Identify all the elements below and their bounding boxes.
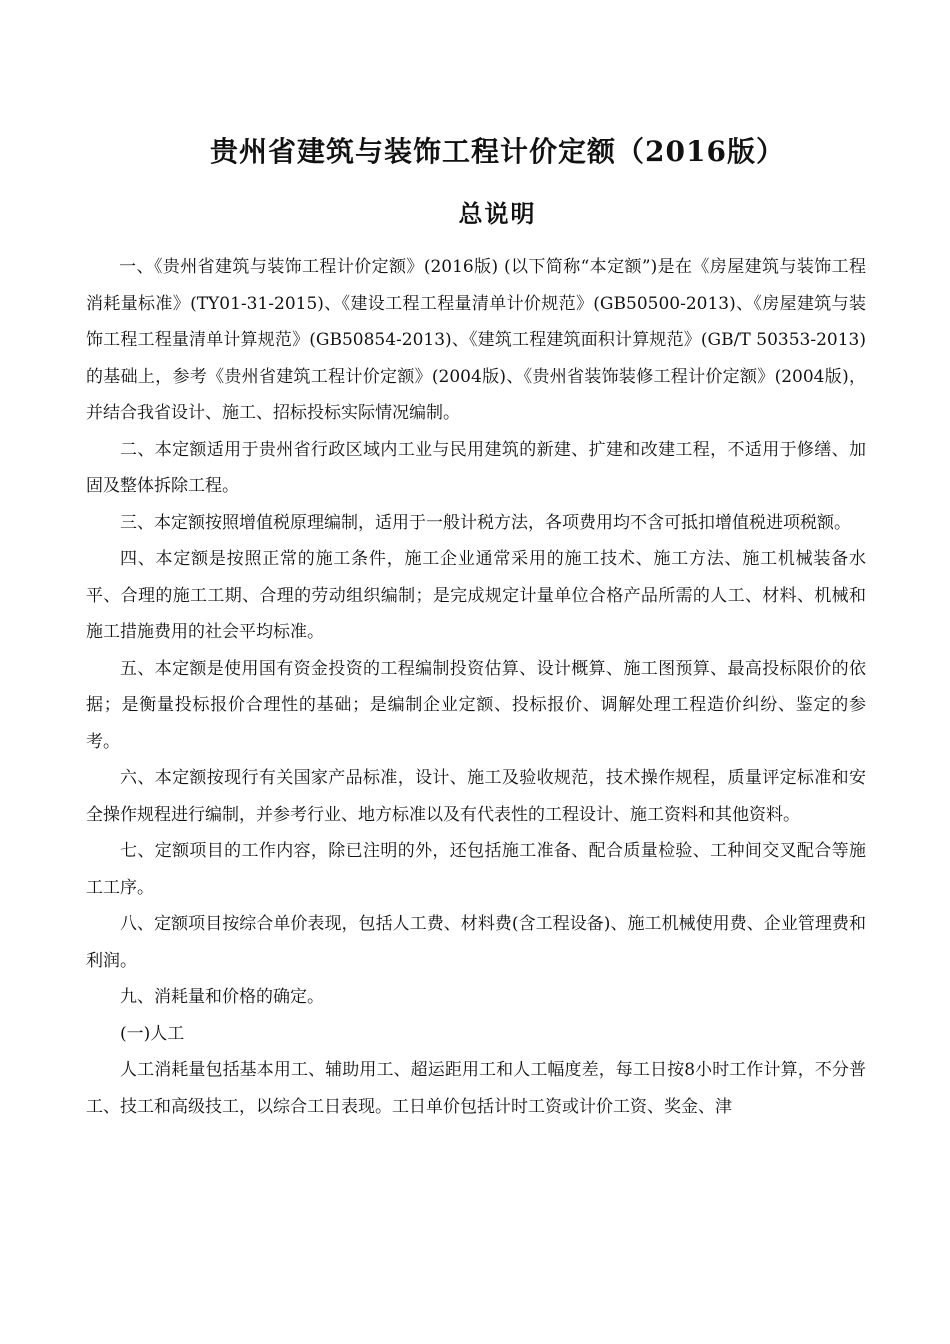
- document-body: [86, 249, 866, 1125]
- document-subtitle: 总说明: [458, 199, 537, 228]
- paragraph-8: 八、定额项目按综合单价表现，包括人工费、材料费(含工程设备)、施工机械使用费、企业管理费和利润。: [86, 914, 866, 971]
- paragraph-4: 四、本定额是按照正常的施工条件，施工企业通常采用的施工技术、施工方法、施工机械装备水平、合理的施工工期、合理的劳动组织编制；是完成规定计量单位合格产品所需的人工、材料、机械和施工措施费用的社会平均标准。: [86, 549, 866, 642]
- paragraph-5: 五、本定额是使用国有资金投资的工程编制投资估算、设计概算、施工图预算、最高投标限价的依据；是衡量投标报价合理性的基础；是编制企业定额、投标报价、调解处理工程造价纠纷、鉴定的参考。: [86, 658, 866, 752]
- paragraph-7: 七、定额项目的工作内容，除已注明的外，还包括施工准备、配合质量检验、工种间交叉配合等施工工序。: [86, 841, 866, 898]
- paragraph-2: 二、本定额适用于贵州省行政区域内工业与民用建筑的新建、扩建和改建工程，不适用于修缮、加固及整体拆除工程。: [86, 439, 866, 496]
- paragraph-11: 人工消耗量包括基本用工、辅助用工、超运距用工和人工幅度差，每工日按8小时工作计算，不分普工、技工和高级技工，以综合工日表现。工日单价包括计时工资或计价工资、奖金、津: [86, 1060, 866, 1117]
- paragraph-6: 六、本定额按现行有关国家产品标准，设计、施工及验收规范，技术操作规程，质量评定标准和安全操作规程进行编制，并参考行业、地方标准以及有代表性的工程设计、施工资料和其他资料。: [86, 768, 866, 825]
- paragraph-10: (一)人工: [120, 1023, 185, 1044]
- paragraph-9: 九、消耗量和价格的确定。: [120, 987, 324, 1007]
- paragraph-1: 一、《贵州省建筑与装饰工程计价定额》(2016版) (以下简称“本定额”)是在《房屋建筑与装饰工程消耗量标准》(TY01-31-2015)、《建设工程工程量清单计价规范》(GB50500-2013)、《房屋建筑与装饰工程工程量清单计算规范》(GB50854-2013)、《建筑工程建筑面积计算规范》(GB/T 50353-2013)的基础上，参考《贵州省建筑工程计价定额》(2004版)、《贵州省装饰装修工程计价定额》(2004版)，并结合我省设计、施工、招标投标实际情况编制。: [86, 257, 866, 423]
- document-title: 贵州省建筑与装饰工程计价定额（2016版）: [210, 135, 785, 168]
- paragraph-3: 三、本定额按照增值税原理编制，适用于一般计税方法，各项费用均不含可抵扣增值税进项税额。: [120, 512, 851, 533]
